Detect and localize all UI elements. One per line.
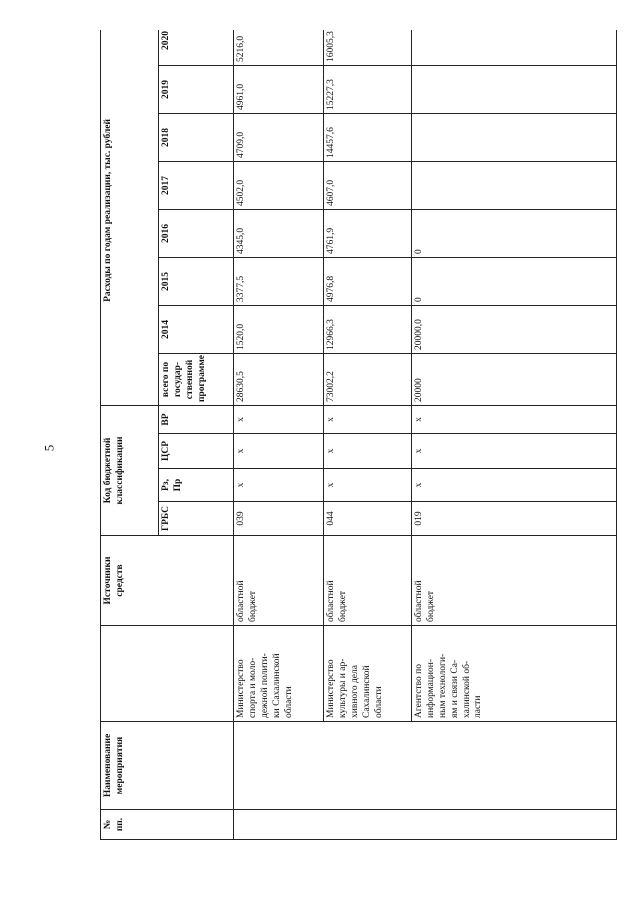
header-expenses: Расходы по годам реализации, тыс. рублей [101,30,159,405]
row-2020-cell [412,30,617,65]
row-2017-cell: 4502,0 [234,161,324,209]
row-2019-cell [412,65,617,113]
header-grbs: ГРБС [159,502,234,536]
row-2016-cell: 0 [412,209,617,257]
row-2014-cell: 20000,0 [412,305,617,353]
table-row [234,30,324,840]
page-number: 5 [41,444,57,452]
row-2018-cell: 14457,6 [324,113,412,161]
row-rzpr-cell: х [234,469,324,502]
header-csr: ЦСР [159,434,234,469]
row-2014-cell: 12966,3 [324,305,412,353]
header-empty [101,626,234,722]
header-total: всего по государ- ственной программе [159,353,234,405]
row-2015-cell: 0 [412,257,617,305]
row-name-cell: Министерство спорта и моло- дежной полити- ки Сахалинской области [234,626,324,722]
row-name-cell: Министерство культуры и ар- хивного дела Сахалинской области [324,626,412,722]
row-rzpr-cell: х [324,469,412,502]
row-grbs-cell: 039 [234,502,324,536]
row-2016-cell: 4345,0 [234,209,324,257]
header-rzpr: Рз, Пр [159,469,234,502]
row-vr-cell: х [412,405,617,433]
row-source-cell: областной бюджет [234,536,324,626]
row-vr-cell: х [324,405,412,433]
header-year: 2014 [159,305,234,353]
row-csr-cell: х [412,434,617,469]
header-source: Источники средств [101,536,234,626]
rotated-table-area [100,30,617,840]
header-year: 2019 [159,65,234,113]
table-row [412,30,617,840]
header-year: 2016 [159,209,234,257]
header-num: № пп. [101,810,234,840]
budget-table [100,30,617,840]
header-name: Наименование мероприятия [101,722,234,810]
row-rzpr-cell: х [412,469,617,502]
row-2014-cell: 1520,0 [234,305,324,353]
row-2017-cell [412,161,617,209]
row-total-cell: 28630,5 [234,353,324,405]
row-csr-cell: х [324,434,412,469]
row-2018-cell: 4709,0 [234,113,324,161]
header-year: 2018 [159,113,234,161]
row-2018-cell [412,113,617,161]
row-grbs-cell: 019 [412,502,617,536]
row-2016-cell: 4761,9 [324,209,412,257]
header-code: Код бюджетной классификации [101,405,159,535]
header-vr: ВР [159,405,234,433]
row-2017-cell: 4607,0 [324,161,412,209]
row-csr-cell: х [234,434,324,469]
row-grbs-cell: 044 [324,502,412,536]
header-row-1 [101,30,159,840]
row-2020-cell: 5216,0 [234,30,324,65]
row-2019-cell: 15227,3 [324,65,412,113]
row-total-cell: 20000 [412,353,617,405]
row-total-cell: 73002,2 [324,353,412,405]
row-title-cell [234,722,617,810]
row-vr-cell: х [234,405,324,433]
row-2020-cell: 16005,3 [324,30,412,65]
row-2015-cell: 4976,8 [324,257,412,305]
row-num-cell [234,810,617,840]
header-year: 2020 [159,30,234,65]
table-rotation-wrapper [100,30,617,840]
header-year: 2015 [159,257,234,305]
row-name-cell: Агентство по информацион- ным технологи- ям и связи Са- халинской об- ласти [412,626,617,722]
row-2019-cell: 4961,0 [234,65,324,113]
row-2015-cell: 3377,5 [234,257,324,305]
table-row [324,30,412,840]
row-source-cell: областной бюджет [324,536,412,626]
row-source-cell: областной бюджет [412,536,617,626]
header-year: 2017 [159,161,234,209]
